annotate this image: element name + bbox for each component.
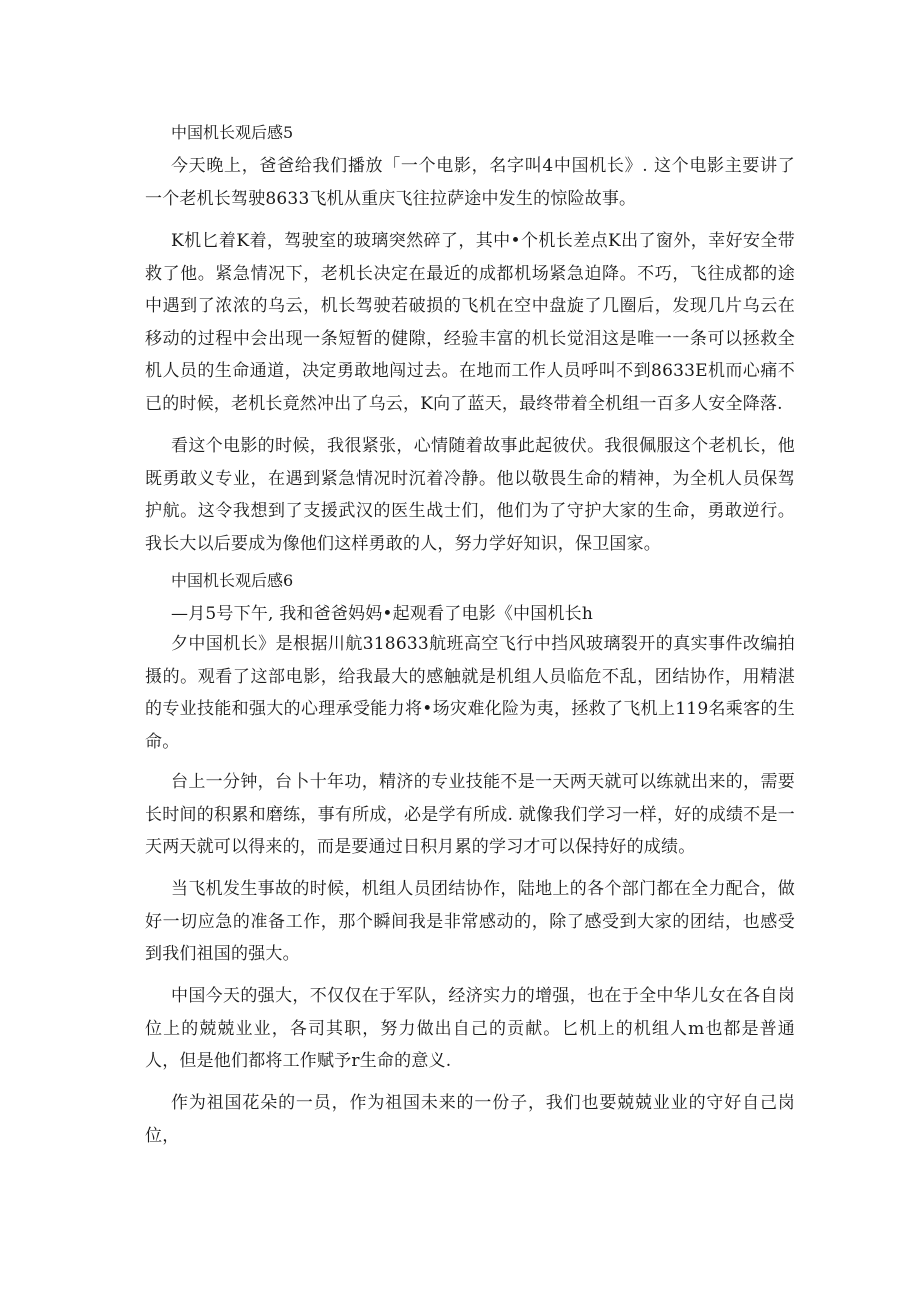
paragraph-based-on: 夕中国机长》是根据川航318633航班高空飞行中挡风玻璃裂开的真实事件改编拍摄的。观看了这部电影，给我最大的感触就是机组人员临危不乱，团结协作，用精湛的专业技能和强大的心理承受能力将•场灾难化险为夷，拯救了飞机上119名乘客的生命。 — [145, 634, 795, 752]
paragraph-intro: 今天晚上，爸爸给我们播放「一个电影，名字叫4中国机长》. 这个电影主要讲了一个老机长驾驶8633飞机从重庆飞往拉萨途中发生的惊险故事。 — [145, 156, 795, 209]
paragraph-final: 作为祖国花朵的一员，作为祖国未来的一份子，我们也要兢兢业业的守好自己岗位， — [145, 1093, 795, 1146]
document-page — [145, 120, 795, 1146]
paragraph-feelings: 看这个电影的时候，我很紧张，心情随着故事此起彼伏。我很佩服这个老机长，他既勇敢义专业，在遇到紧急情况时沉着冷静。他以敬畏生命的精神，为全机人员保驾护航。这令我想到了支援武汉的医生战士们，他们为了守护大家的生命，勇敢逆行。我长大以后要成为像他们这样勇敢的人，努力学好知识，保卫国家。 — [145, 436, 795, 554]
paragraph-story: K机匕着K着，驾驶室的玻璃突然碎了，其中•个机长差点K出了窗外，幸好安全带救了他。紧急情况下，老机长决定在最近的成都机场紧急迫降。不巧，飞往成都的途中遇到了浓浓的乌云，机长驾驶若破损的飞机在空中盘旋了几圈后，发现几片乌云在移动的过程中会出现一条短暂的健隙，经验丰富的机长觉泪这是唯一一条可以拯救全机人员的生命通道，决定勇敢地闯过去。在地而工作人员呼叫不到8633E机而心痛不已的时候，老机长竟然冲出了乌云，K向了蓝天，最终带着全机组一百多人安全降落. — [145, 231, 795, 414]
paragraph-accident: 当飞机发生事故的时候，机组人员团结协作，陆地上的各个部门都在全力配合，做好一切应急的准备工作，那个瞬间我是非常感动的，除了感受到大家的团结，也感受到我们祖国的强大。 — [145, 879, 795, 964]
section-heading-6: 中国机长观后感6 — [171, 571, 294, 590]
section-heading-5: 中国机长观后感5 — [171, 123, 294, 142]
paragraph-china-strength: 中国今天的强大，不仅仅在于军队，经济实力的增强，也在于全中华儿女在各自岗位上的兢兢业业，各司其职，努力做出自己的贡献。匕机上的机组人m也都是普通人，但是他们都将工作赋予r生命的意义. — [145, 986, 795, 1071]
paragraph-date: —月5号下午, 我和爸爸妈妈•起观看了电影《中国机长h — [171, 604, 593, 624]
paragraph-skill: 台上一分钟，台卜十年功，精济的专业技能不是一天两天就可以练就出来的，需要长时间的积累和磨练，事有所成，必是学有所成. 就像我们学习一样，好的成绩不是一天两天就可以得来的，而是要通过日积月累的学习才可以保持好的成绩。 — [145, 772, 795, 857]
